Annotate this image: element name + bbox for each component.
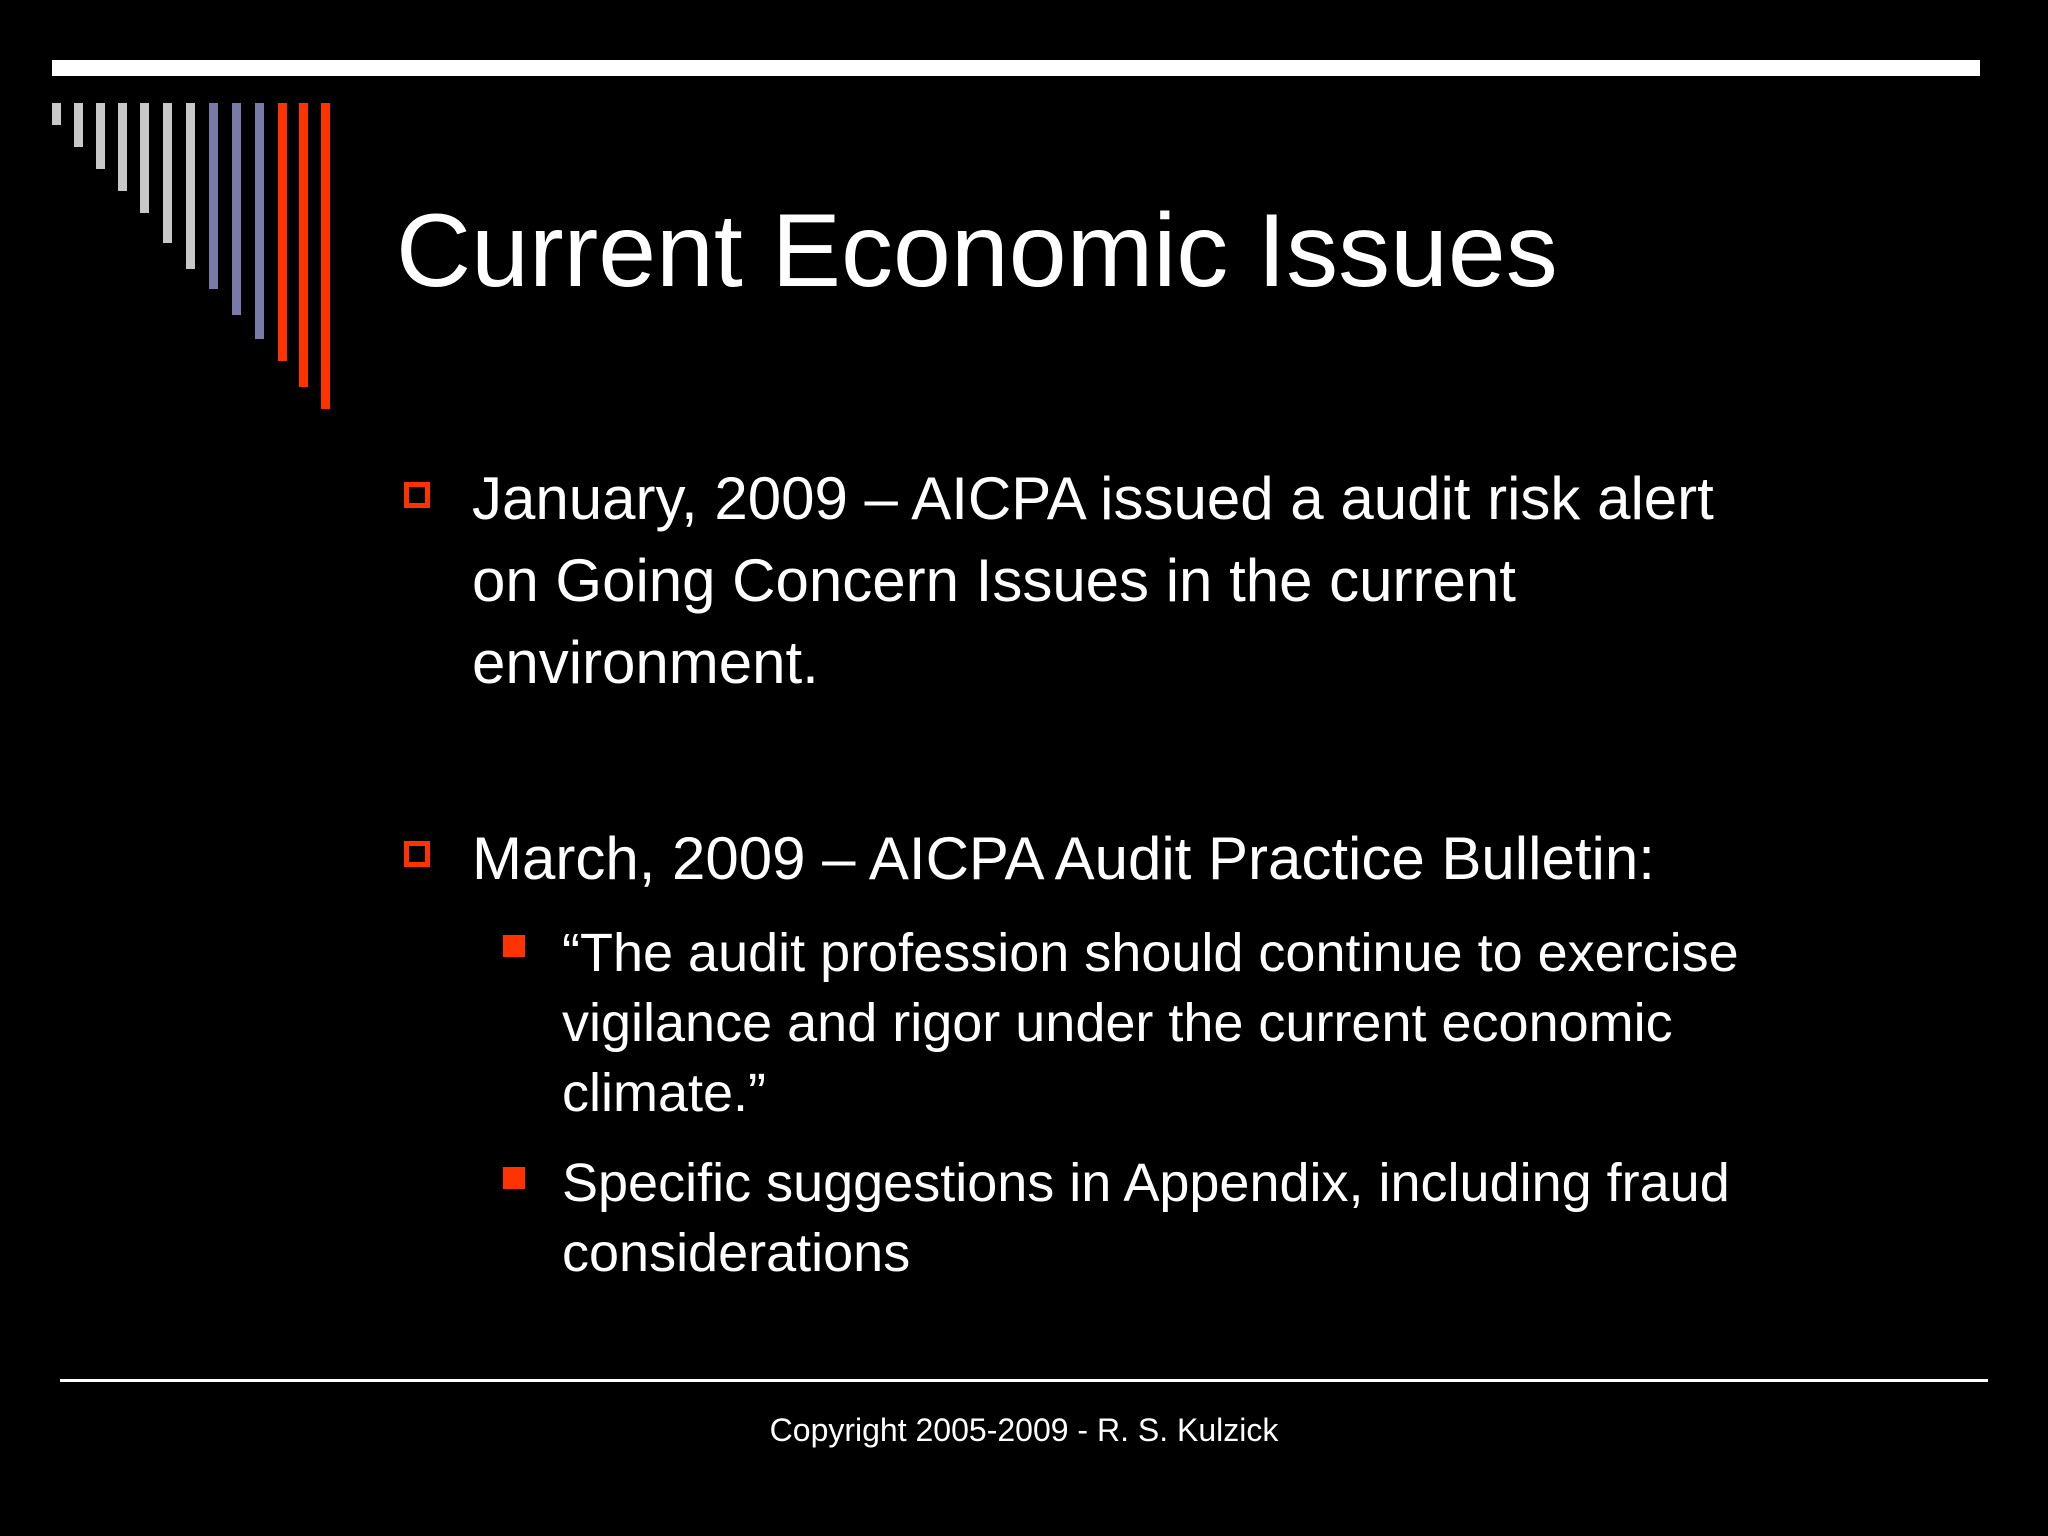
copyright-footer: Copyright 2005-2009 - R. S. Kulzick bbox=[769, 1412, 1279, 1448]
stripe-blue bbox=[209, 103, 218, 289]
stripe-gray bbox=[163, 103, 172, 243]
stripe-red bbox=[321, 103, 330, 409]
stripe-red bbox=[299, 103, 308, 387]
stripe-gray bbox=[118, 103, 127, 191]
stripe-gray bbox=[74, 103, 83, 147]
slide-title: Current Economic Issues bbox=[396, 193, 1558, 309]
sub-bullet-line: Specific suggestions in Appendix, including fraud bbox=[562, 1153, 1730, 1213]
top-rule-divider bbox=[52, 60, 1980, 76]
bullet-line: January, 2009 – AICPA issued a audit risk alert bbox=[472, 465, 1714, 532]
stripe-gray bbox=[186, 103, 195, 269]
filled-square-bullet-icon bbox=[503, 935, 525, 957]
bullet-text bbox=[472, 458, 1714, 704]
stripe-red bbox=[278, 103, 287, 361]
bullet-line: on Going Concern Issues in the current bbox=[472, 547, 1516, 614]
bullet-line: March, 2009 – AICPA Audit Practice Bulletin: bbox=[472, 825, 1655, 892]
stripe-gray bbox=[96, 103, 105, 169]
sub-bullet-text bbox=[562, 918, 1739, 1128]
hollow-square-bullet-icon bbox=[404, 482, 430, 508]
hollow-square-bullet-icon bbox=[404, 841, 430, 867]
stripe-blue bbox=[255, 103, 264, 339]
stripe-blue bbox=[232, 103, 241, 315]
decorative-stripes bbox=[0, 0, 340, 420]
bullet-text bbox=[472, 818, 1655, 900]
sub-bullet-line: “The audit profession should continue to exercise bbox=[562, 923, 1739, 983]
stripe-gray bbox=[52, 103, 61, 125]
sub-bullet-line: considerations bbox=[562, 1223, 911, 1283]
stripe-gray bbox=[140, 103, 149, 213]
sub-bullet-text bbox=[562, 1148, 1730, 1288]
footer-divider bbox=[60, 1379, 1988, 1382]
bullet-line: environment. bbox=[472, 629, 819, 696]
filled-square-bullet-icon bbox=[503, 1167, 525, 1189]
sub-bullet-line: climate.” bbox=[562, 1063, 767, 1123]
sub-bullet-line: vigilance and rigor under the current economic bbox=[562, 993, 1673, 1053]
